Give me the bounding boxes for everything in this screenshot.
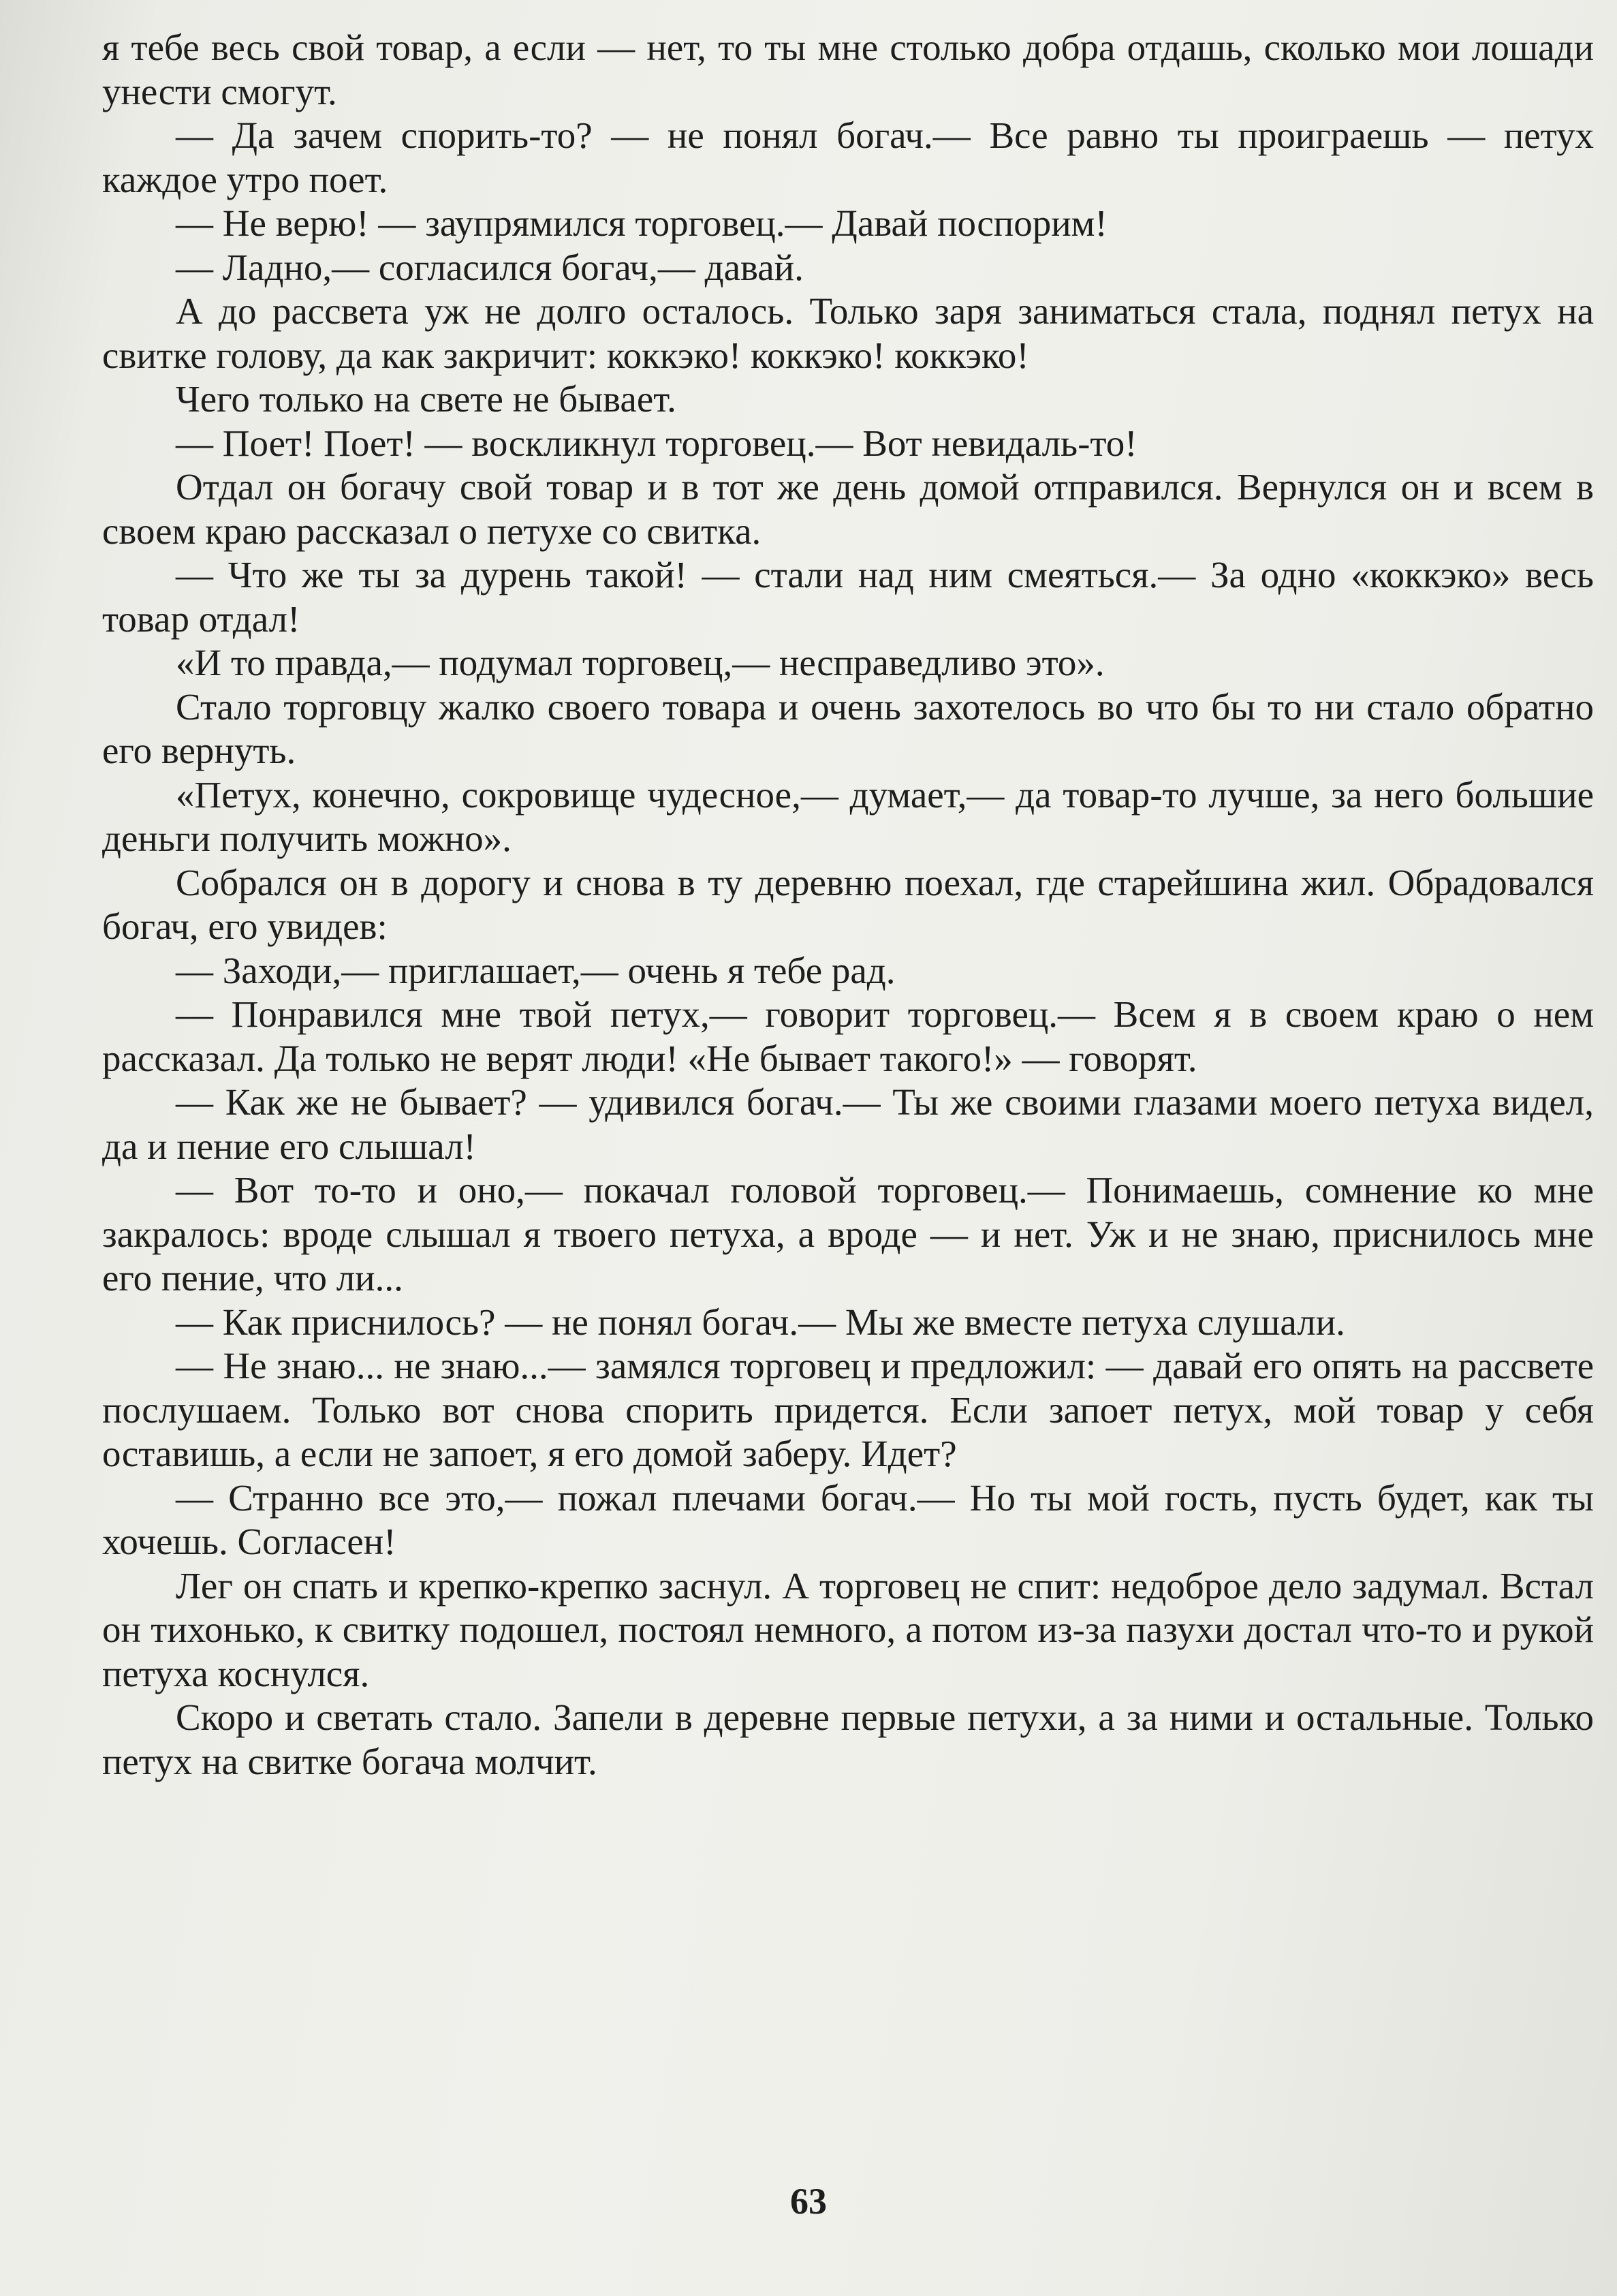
paragraph: — Вот то-то и оно,— покачал головой торговец.— Понимаешь, сомнение ко мне закралось: вроде слышал я твоего петуха, а вроде — и нет. Уж и не знаю, приснилось мне его пение, что ли... [102,1169,1594,1299]
page-text [102,26,1594,1784]
paragraph: Чего только на свете не бывает. [176,378,676,420]
paragraph: — Что же ты за дурень такой! — стали над ним смеяться.— За одно «коккэко» весь товар отдал! [102,554,1594,640]
page-number: 63 [790,2181,827,2222]
paragraph: Скоро и светать стало. Запели в деревне первые петухи, а за ними и остальные. Только петух на свитке богача молчит. [102,1696,1594,1782]
paragraph: — Не верю! — заупрямился торговец.— Давай поспорим! [176,202,1108,244]
paragraph: «Петух, конечно, сокровище чудесное,— думает,— да товар-то лучше, за него большие деньги получить можно». [102,773,1594,859]
paragraph: Отдал он богачу свой товар и в тот же день домой отправился. Вернулся он и всем в своем краю рассказал о петухе со свитка. [102,466,1594,552]
paragraph: А до рассвета уж не долго осталось. Только заря заниматься стала, поднял петух на свитке голову, да как закричит: коккэко! коккэко! коккэко! [102,290,1594,376]
paragraph: — Заходи,— приглашает,— очень я тебе рад. [176,949,896,991]
paragraph: Стало торговцу жалко своего товара и очень захотелось во что бы то ни стало обратно его вернуть. [102,685,1594,771]
paragraph: я тебе весь свой товар, а если — нет, то ты мне столько добра отдашь, сколько мои лошади унести смогут. [102,27,1594,112]
paragraph: — Как приснилось? — не понял богач.— Мы же вместе петуха слушали. [176,1301,1345,1343]
paragraph: «И то правда,— подумал торговец,— несправедливо это». [176,642,1105,683]
paragraph: — Да зачем спорить-то? — не понял богач.— Все равно ты проиграешь — петух каждое утро поет. [102,114,1594,200]
paragraph: — Как же не бывает? — удивился богач.— Ты же своими глазами моего петуха видел, да и пение его слышал! [102,1081,1594,1167]
paragraph: — Ладно,— согласился богач,— давай. [176,246,804,288]
paragraph: — Странно все это,— пожал плечами богач.— Но ты мой гость, пусть будет, как ты хочешь. Согласен! [102,1476,1594,1562]
paragraph: — Понравился мне твой петух,— говорит торговец.— Всем я в своем краю о нем рассказал. Да только не верят люди! «Не бывает такого!» — говорят. [102,993,1594,1079]
paragraph: — Не знаю... не знаю...— замялся торговец и предложил: — давай его опять на рассвете послушаем. Только вот снова спорить придется. Если запоет петух, мой товар у себя оставишь, а если не запоет, я его домой заберу. Идет? [102,1345,1594,1474]
paragraph: Собрался он в дорогу и снова в ту деревню поехал, где старейшина жил. Обрадовался богач, его увидев: [102,861,1594,947]
paragraph: — Поет! Поет! — воскликнул торговец.— Вот невидаль-то! [176,422,1137,464]
paragraph: Лег он спать и крепко-крепко заснул. А торговец не спит: недоброе дело задумал. Встал он тихонько, к свитку подошел, постоял немного, а потом из-за пазухи достал что-то и рукой петуха коснулся. [102,1564,1594,1694]
